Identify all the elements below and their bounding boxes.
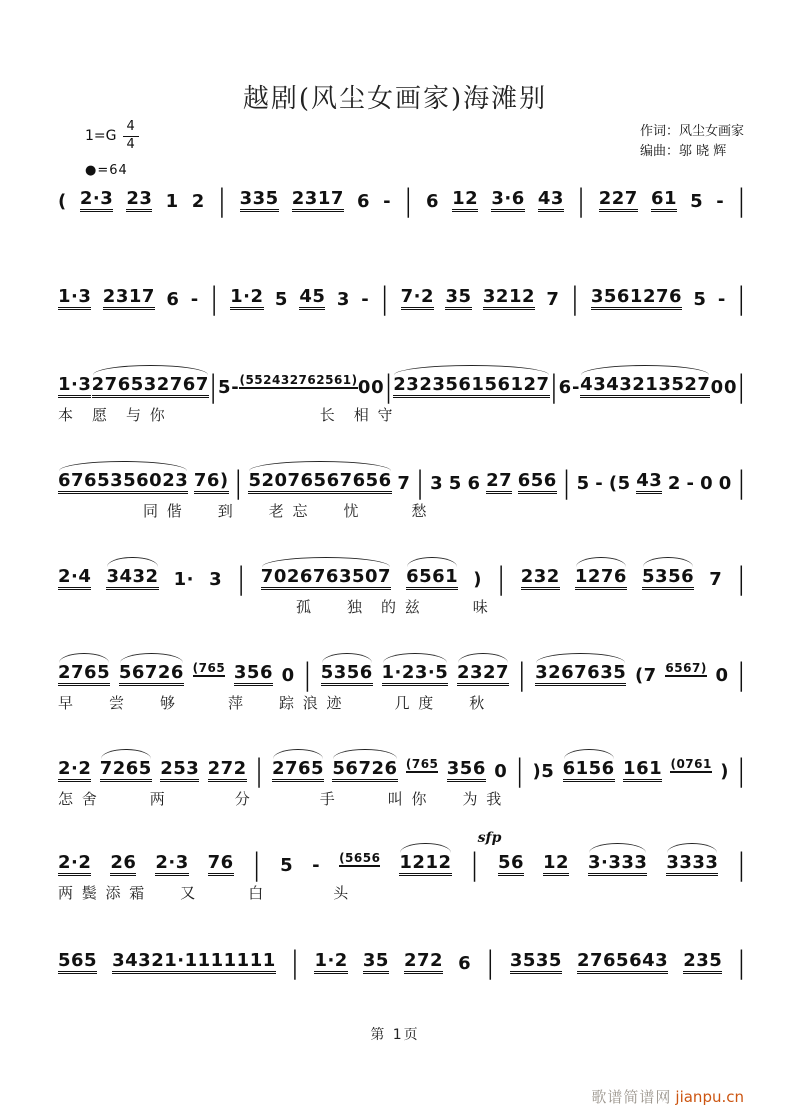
site-url-link[interactable]: jianpu.cn	[675, 1088, 744, 1106]
lyrics-line: 同 偕 到 老 忘 忧 愁	[58, 502, 429, 520]
notation-system-2	[58, 268, 746, 318]
tempo-marking: ●=64	[85, 162, 128, 178]
lyrics-line: 两 鬓 添 霜 又 白 头	[58, 884, 351, 902]
key-signature: 1=G	[85, 128, 117, 145]
notation-line: 6765356023 76) | 52076567656 7 | 3 5 6 27 656 | 5 - (5 43 2 - 0 0 |	[58, 465, 745, 502]
notation-line: 2·2 7265 253 272 | 2765 56726 (765 356 0 | )5 6156 161 (0761 ) |	[58, 753, 745, 790]
credits	[640, 122, 744, 162]
notation-line: ( 2·3 23 1 2 | 335 2317 6 - | 6 12 3·6 43 | 227 61 5 - |	[58, 183, 745, 220]
notation-system-5	[58, 548, 746, 617]
lyrics-line: 早 尝 够 萍 踪 浪 迹 几 度 秋	[58, 694, 487, 712]
page-number: 第 1页	[370, 1027, 420, 1043]
notation-system-1	[58, 170, 746, 220]
dynamic-marking-sfp: sfp	[477, 830, 502, 846]
time-signature: $\frac{4}{4}$	[123, 120, 139, 153]
lyrics-line: 孤 独 的 兹 味	[58, 598, 490, 616]
notation-system-8	[58, 830, 746, 903]
notation-system-7	[58, 740, 746, 809]
page-title: 越剧(风尘女画家)海滩别	[242, 84, 548, 114]
notation-line: 2·4 3432 1· 3 | 7026763507 6561 ) | 232 1276 5356 7 |	[58, 561, 745, 598]
watermark	[591, 1086, 744, 1107]
notation-line: 1·3 276532767 | 5 - (552432762561) 0 0 | 232356156127 | 6 - 4343213527 0 0 |	[58, 369, 745, 406]
arranger-credit: 编曲：邬 晓 辉	[639, 144, 727, 160]
notation-system-9	[58, 932, 746, 982]
lyrics-line: 本 愿 与 你 长 相 守	[58, 406, 395, 424]
notation-line: 565 34321·1111111 | 1·2 35 272 6 | 3535 2765643 235 |	[58, 945, 745, 982]
lyrics-line: 怎 舍 两 分 手 叫 你 为 我	[58, 790, 504, 808]
notation-line: 2·2 26 2·3 76 | 5 - (5656 1212 | 56 12 3·333 3333 |	[58, 847, 745, 884]
notation-system-3	[58, 356, 746, 425]
lyricist-credit: 作词：风尘女画家	[639, 124, 744, 139]
notation-system-4	[58, 452, 746, 521]
site-name: 歌谱简谱网	[591, 1088, 672, 1106]
notation-line: 1·3 2317 6 - | 1·2 5 45 3 - | 7·2 35 3212 7 | 3561276 5 - |	[58, 281, 745, 318]
notation-line: 2765 56726 (765 356 0 | 5356 1·23·5 2327 | 3267635 (7 6567) 0 |	[58, 657, 745, 694]
notation-system-6	[58, 644, 746, 713]
